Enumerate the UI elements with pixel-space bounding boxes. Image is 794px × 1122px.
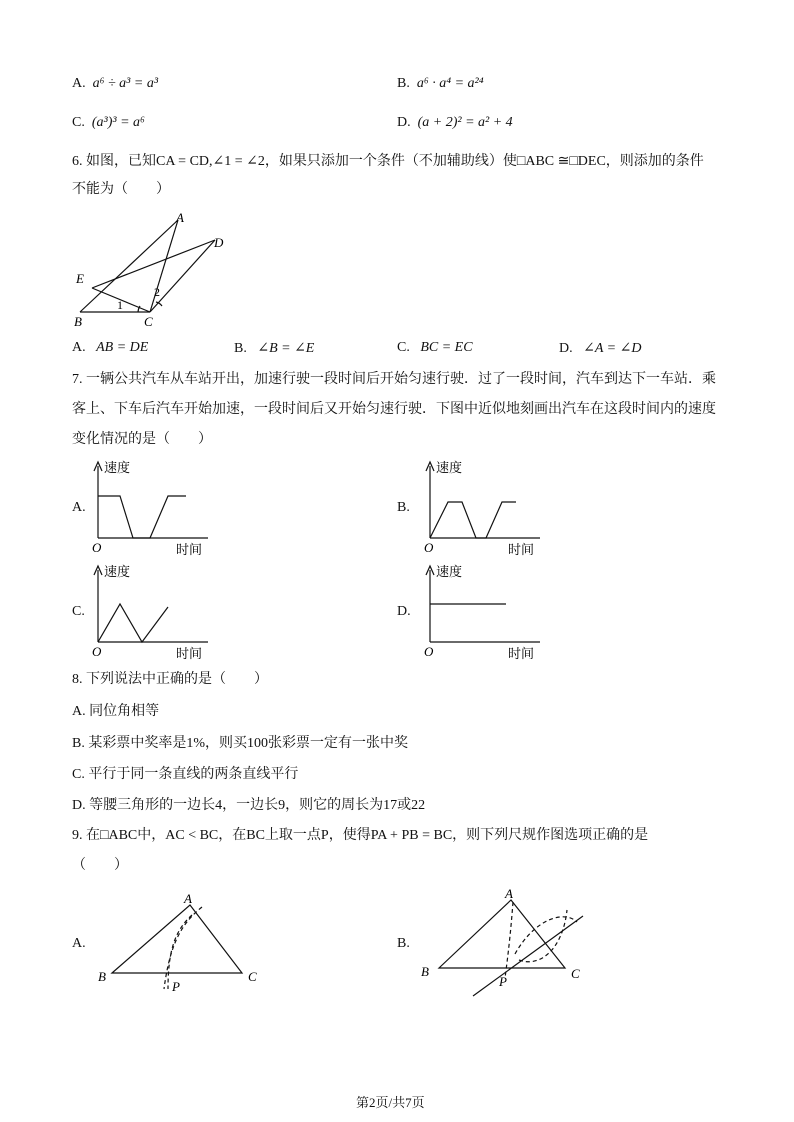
q7-option-d-label: D. bbox=[397, 604, 411, 619]
svg-text:O: O bbox=[92, 540, 102, 555]
q6-triangle-figure bbox=[70, 210, 240, 330]
q5-option-c-expr: (a³)³ = a⁶ bbox=[91, 115, 145, 130]
q7-stem-line1: 7. 一辆公共汽车从车站开出，加速行驶一段时间后开始匀速行驶．过了一段时间，汽车到达下一车站．乘 bbox=[72, 372, 716, 387]
q9-stem-line2: （ ） bbox=[72, 858, 128, 873]
construction-arc-2 bbox=[168, 915, 192, 989]
line-ed bbox=[92, 240, 215, 288]
svg-text:P: P bbox=[499, 974, 507, 989]
triangle-abc bbox=[112, 905, 242, 973]
construction-arc-1 bbox=[164, 907, 202, 989]
q8-stem: 8. 下列说法中正确的是（ ） bbox=[72, 672, 268, 687]
line-ba bbox=[80, 220, 178, 312]
q5-option-a-expr: a⁶ ÷ a³ = a³ bbox=[92, 76, 159, 91]
q7-graph-d bbox=[420, 562, 550, 662]
q5-option-a: A. a⁶ ÷ a³ = a³ bbox=[72, 76, 159, 91]
line-cd bbox=[150, 240, 215, 312]
q8-option-d: D. 等腰三角形的一边长4，一边长9，则它的周长为17或22 bbox=[72, 798, 426, 813]
svg-text:P: P bbox=[172, 979, 180, 994]
q5-option-d-expr: (a + 2)² = a² + 4 bbox=[417, 115, 513, 130]
svg-text:O: O bbox=[424, 644, 434, 659]
svg-text:O: O bbox=[424, 540, 434, 555]
svg-text:O: O bbox=[92, 644, 102, 659]
q5-option-b-expr: a⁶ · a⁴ = a²⁴ bbox=[416, 76, 484, 91]
construction-arc-2 bbox=[515, 917, 577, 954]
construction-arc-1 bbox=[505, 902, 513, 978]
q8-option-b: B. 某彩票中奖率是1%，则买100张彩票一定有一张中奖 bbox=[72, 736, 408, 751]
q7-graph-a bbox=[88, 458, 218, 558]
q9-figure-a bbox=[92, 893, 272, 1003]
label-d: D bbox=[214, 235, 224, 250]
q6-stem-line2: 不能为（ ） bbox=[72, 182, 170, 197]
svg-text:A: A bbox=[505, 886, 513, 901]
svg-text:时间: 时间 bbox=[176, 542, 203, 557]
svg-text:速度: 速度 bbox=[436, 564, 463, 579]
q5-option-c: C. (a³)³ = a⁶ bbox=[72, 115, 145, 130]
label-c: C bbox=[144, 314, 153, 329]
speed-curve bbox=[98, 604, 168, 642]
label-a: A bbox=[176, 210, 184, 225]
perpendicular-bisector bbox=[473, 916, 583, 996]
speed-curve bbox=[430, 502, 516, 538]
q8-option-c: C. 平行于同一条直线的两条直线平行 bbox=[72, 767, 299, 782]
q9-figure-b bbox=[415, 888, 605, 1003]
q6-option-d: D. ∠A = ∠D bbox=[559, 341, 642, 356]
q7-graph-c bbox=[88, 562, 218, 662]
label-b: B bbox=[74, 314, 82, 329]
q7-option-c-label: C. bbox=[72, 604, 85, 619]
svg-text:时间: 时间 bbox=[508, 646, 535, 661]
svg-text:速度: 速度 bbox=[104, 564, 131, 579]
svg-text:时间: 时间 bbox=[508, 542, 535, 557]
q5-option-b: B. a⁶ · a⁴ = a²⁴ bbox=[397, 76, 484, 91]
label-angle-2: 2 bbox=[154, 285, 160, 299]
triangle-abc bbox=[439, 900, 565, 968]
q7-option-b-label: B. bbox=[397, 500, 410, 515]
construction-arc-3 bbox=[519, 910, 567, 962]
q7-graph-b bbox=[420, 458, 550, 558]
svg-text:C: C bbox=[248, 969, 257, 984]
svg-text:时间: 时间 bbox=[176, 646, 203, 661]
q6-option-a: A. AB = DE bbox=[72, 340, 149, 355]
q7-option-a-label: A. bbox=[72, 500, 86, 515]
label-e: E bbox=[76, 271, 84, 286]
svg-text:B: B bbox=[98, 969, 106, 984]
svg-text:B: B bbox=[421, 964, 429, 979]
page-footer: 第2页/共7页 bbox=[356, 1095, 425, 1110]
svg-text:速度: 速度 bbox=[104, 460, 131, 475]
q6-stem-line1: 6. 如图，已知CA = CD,∠1 = ∠2，如果只添加一个条件（不加辅助线）使□ABC ≅□DEC，则添加的条件 bbox=[72, 154, 704, 169]
speed-curve bbox=[98, 496, 186, 538]
q6-option-c: C. BC = EC bbox=[397, 340, 473, 355]
label-angle-1: 1 bbox=[117, 298, 123, 312]
q9-stem-line1: 9. 在□ABC中，AC < BC，在BC上取一点P，使得PA + PB = BC，则下列尺规作图选项正确的是 bbox=[72, 828, 649, 843]
q7-stem-line3: 变化情况的是（ ） bbox=[72, 432, 212, 447]
svg-text:A: A bbox=[184, 891, 192, 906]
svg-text:速度: 速度 bbox=[436, 460, 463, 475]
svg-text:C: C bbox=[571, 966, 580, 981]
q6-option-b: B. ∠B = ∠E bbox=[234, 341, 315, 356]
q8-option-a: A. 同位角相等 bbox=[72, 704, 160, 719]
q5-option-d: D. (a + 2)² = a² + 4 bbox=[397, 115, 513, 130]
q9-option-b-label: B. bbox=[397, 936, 410, 951]
q9-option-a-label: A. bbox=[72, 936, 86, 951]
q7-stem-line2: 客上、下车后汽车开始加速，一段时间后又开始匀速行驶．下图中近似地刻画出汽车在这段时间内的速度 bbox=[72, 402, 716, 417]
